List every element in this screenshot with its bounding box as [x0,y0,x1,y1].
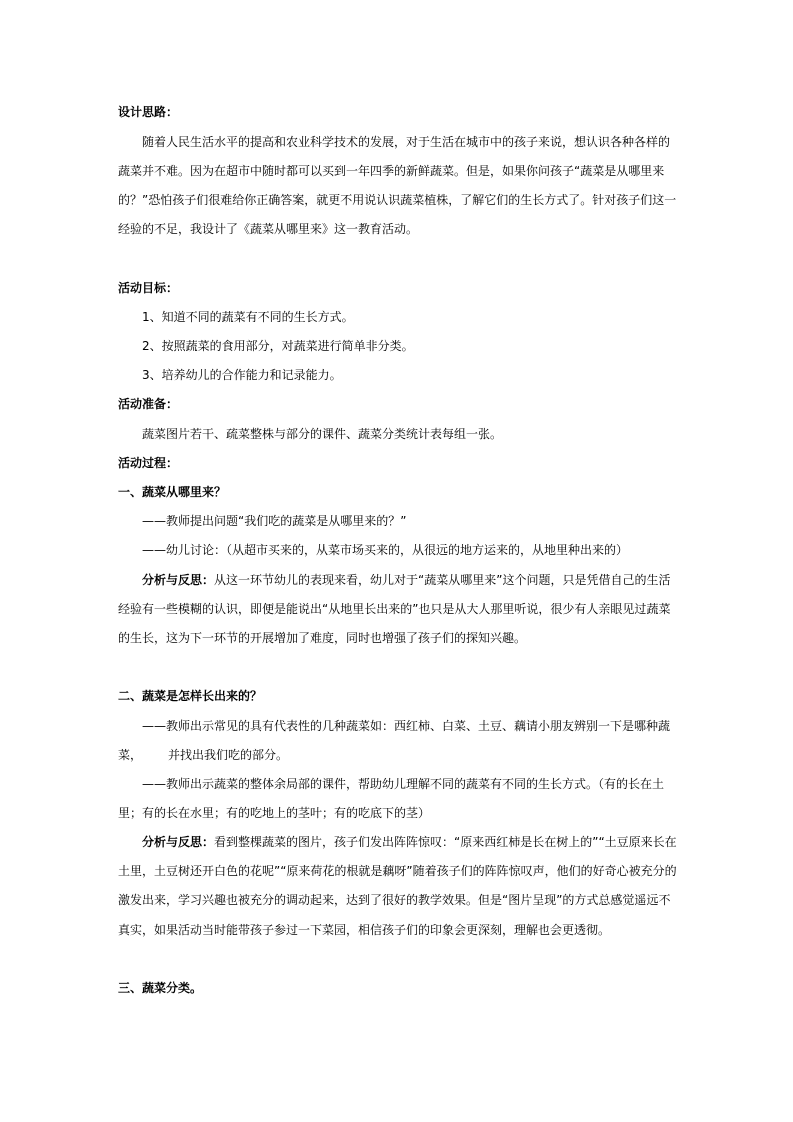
goal-item: 3、培养幼儿的合作能力和记录能力。 [142,368,342,382]
design-paragraph-line: 蔬菜并不难。因为在超市中随时都可以买到一年四季的新鲜蔬菜。但是，如果你问孩子“蔬菜是从哪里来 [118,164,665,178]
section2-teacher-step: ——教师出示蔬菜的整体余局部的课件，帮助幼儿理解不同的蔬菜有不同的生长方式。（有的长在土 [142,777,665,791]
section3-heading: 三、蔬菜分类。 [118,981,203,995]
analysis-text: 看到整棵蔬菜的图片，孩子们发出阵阵惊叹：“原来西红柿是长在树上的”“土豆原来长在 [214,835,677,849]
process-heading: 活动过程： [118,456,179,470]
design-heading: 设计思路： [118,105,179,119]
prep-text: 蔬菜图片若干、疏菜整株与部分的课件、蔬菜分类统计表每组一张。 [142,427,503,441]
section2-heading: 二、蔬菜是怎样长出来的？ [118,689,263,703]
analysis-label: 分析与反思： [142,835,215,849]
section2-analysis-line: 土里，土豆树还开白色的花呢”“原来荷花的根就是藕呀”随着孩子们的阵阵惊叹声，他们的好奇心被充分的 [118,864,677,878]
section1-analysis-line: 的生长，这为下一环节的开展增加了难度，同时也增强了孩子们的探知兴趣。 [118,631,527,645]
goal-item: 2、按照蔬菜的食用部分，对蔬菜进行简单非分类。 [142,339,414,353]
goal-item: 1、知道不同的蔬菜有不同的生长方式。 [142,310,354,324]
section2-analysis-line: 真实，如果活动当时能带孩子参过一下菜园，相信孩子们的印象会更深刻，理解也会更透彻。 [118,923,611,937]
section2-teacher-step [118,747,678,763]
section2-teacher-step: 里；有的长在水里；有的吃地上的茎叶；有的吃底下的茎） [118,806,431,820]
section1-teacher-step: ——教师提出问题“我们吃的蔬菜是从哪里来的？” [142,514,407,528]
section1-heading: 一、蔬菜从哪里来？ [118,485,227,499]
section1-analysis-line: 经验有一些模糊的认识，即便是能说出“从地里长出来的”也只是从大人那里听说，很少有人亲眼见过蔬菜 [118,602,671,616]
design-paragraph-line: 的？”恐怕孩子们很难给你正确答案，就更不用说认识蔬菜植株，了解它们的生长方式了。针对孩子们这一 [118,193,677,207]
design-paragraph-line: 随着人民生活水平的提高和农业科学技术的发展，对于生活在城市中的孩子来说，想认识各种各样的 [142,135,671,149]
design-paragraph-line: 经验的不足，我设计了《蔬菜从哪里来》这一教育活动。 [118,222,419,236]
goals-heading: 活动目标： [118,281,179,295]
section2-teacher-step: ——教师出示常见的具有代表性的几种蔬菜如：西红柿、白菜、土豆、藕请小朋友辨别一下是哪种蔬 [142,719,671,733]
section1-analysis-line [142,572,702,588]
section1-kids-discussion: ——幼儿讨论：（从超市买来的，从菜市场买来的，从很远的地方运来的，从地里种出来的） [142,543,629,557]
section2-analysis-line [142,834,702,850]
teacher-step-text: 并找出我们吃的部分。 [168,748,289,762]
analysis-label: 分析与反思： [142,573,215,587]
analysis-text: 从这一环节幼儿的表现来看，幼儿对于“蔬菜从哪里来”这个问题，只是凭借自己的生活 [214,573,671,587]
teacher-step-text: 菜， [118,748,143,762]
section2-analysis-line: 激发出来，学习兴趣也被充分的调动起来，达到了很好的教学效果。但是“图片呈现”的方式总感觉遥远不 [118,893,671,907]
prep-heading: 活动准备： [118,397,179,411]
